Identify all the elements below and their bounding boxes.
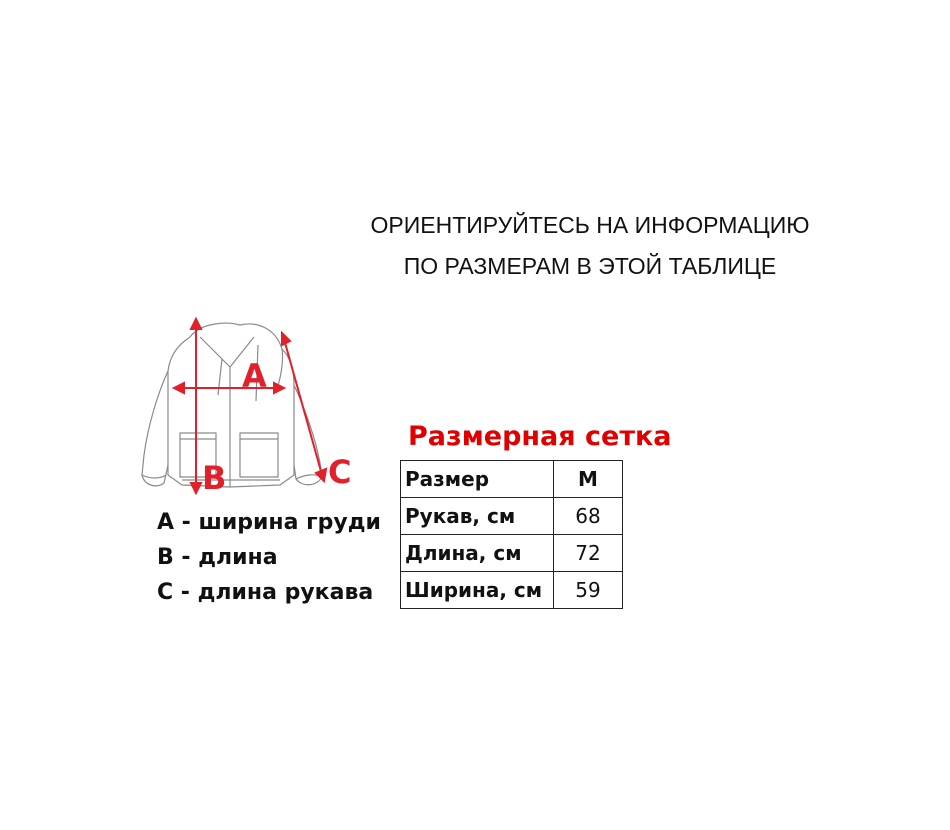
row-value-width: 59: [554, 572, 623, 609]
jacket-diagram: [130, 315, 370, 505]
jacket-sleeve-right: [294, 385, 322, 485]
header-line-1: ОРИЕНТИРУЙТЕСЬ НА ИНФОРМАЦИЮ: [370, 212, 810, 238]
label-a: A: [242, 357, 267, 395]
size-table-title: Размерная сетка: [408, 421, 672, 452]
table-row: [401, 535, 623, 572]
table-header-label: Размер: [401, 461, 554, 498]
row-label-length: Длина, см: [401, 535, 554, 572]
sleeve-arrow-c: [284, 339, 322, 475]
size-table: [400, 460, 623, 609]
label-c: C: [328, 453, 352, 491]
table-row: [401, 498, 623, 535]
page-header: [340, 205, 840, 287]
measurement-legend: [157, 505, 381, 610]
table-row: [401, 572, 623, 609]
jacket-pocket-right: [240, 433, 278, 477]
legend-item-a: А - ширина груди: [157, 510, 381, 535]
row-value-length: 72: [554, 535, 623, 572]
row-label-sleeve: Рукав, см: [401, 498, 554, 535]
legend-item-c: С - длина рукава: [157, 580, 374, 605]
row-label-width: Ширина, см: [401, 572, 554, 609]
legend-item-b: В - длина: [157, 545, 278, 570]
jacket-sleeve-left: [142, 371, 168, 486]
jacket-hood: [190, 323, 283, 391]
row-value-sleeve: 68: [554, 498, 623, 535]
label-b: B: [202, 459, 227, 497]
table-header-row: [401, 461, 623, 498]
header-line-2: ПО РАЗМЕРАМ В ЭТОЙ ТАБЛИЦЕ: [403, 253, 777, 279]
table-header-size: M: [554, 461, 623, 498]
